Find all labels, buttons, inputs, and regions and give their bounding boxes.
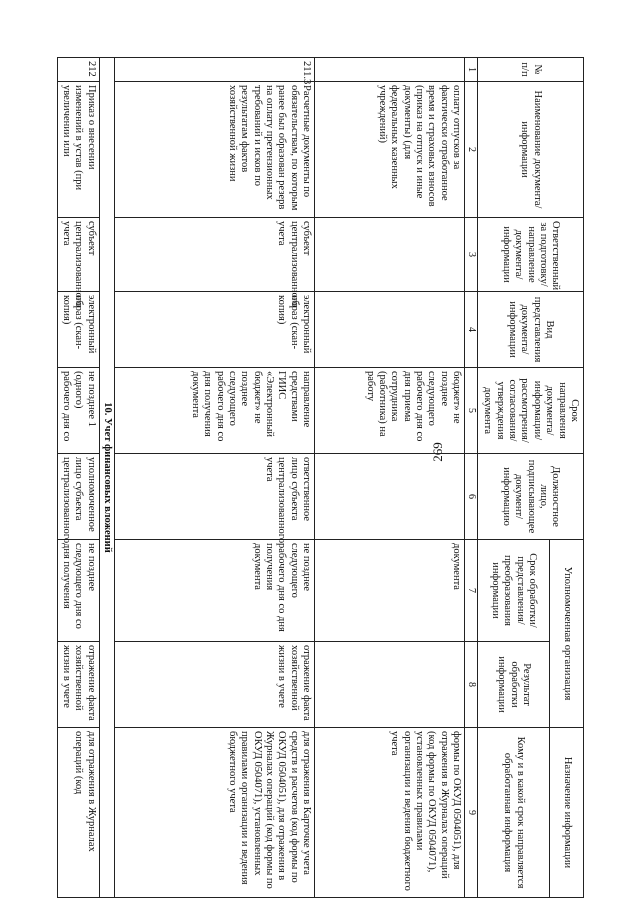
recipient: для отражения в Журналах операций (код (57, 728, 99, 898)
recipient: для отражения в Карточке учета средств и расчетов (код формы по ОКУД 0504051), для отражения в Журналах операций (код формы по ОКУД 0504071), установленных правилами организации и ведения бюджетного учета (115, 728, 315, 898)
responsible: субъект централизованного учета (57, 218, 99, 292)
header-row-top (550, 58, 584, 898)
signer: ответственное лицо субъекта централизованного учета (115, 454, 315, 540)
col-number: 9 (465, 728, 478, 898)
signer (315, 454, 465, 540)
doc-name: Приказ о внесении изменений в устав (при увеличении или (57, 82, 99, 218)
processing-term: документа (315, 540, 465, 642)
row-num: 212 (57, 58, 99, 82)
responsible: субъект централизованного учета (115, 218, 315, 292)
header-signer: Должностное лицо, подписывающее документ/ информацию (478, 454, 584, 540)
section-row (99, 58, 114, 898)
col-number: 1 (465, 58, 478, 82)
deadline: не позднее 1 (одного) рабочего дня со (57, 368, 99, 454)
recipient: формы по ОКУД 0504051), для отражения в Журналах операций (код формы по ОКУД 0504071), установленных правилами организации и ведения бюджетного учета (315, 728, 465, 898)
section-title: 10. Учет финансовых вложений (99, 58, 114, 898)
table-row (57, 58, 99, 898)
col-number: 3 (465, 218, 478, 292)
page-number: 269 (429, 442, 445, 462)
document-table (57, 57, 584, 898)
result: отражение факта хозяйственной жизни в учете (57, 642, 99, 728)
signer: уполномоченное лицо субъекта централизованного (57, 454, 99, 540)
row-num: 211.3 (115, 58, 315, 82)
row-num (315, 58, 465, 82)
header-num: № п/п (478, 58, 584, 82)
header-processing-term: Срок обработки/ представления/ преобразования информации (478, 540, 550, 642)
header-recipient: Кому и в какой срок направляется обработанная информация (478, 728, 550, 898)
header-form: Вид представления документа/ информации (478, 292, 584, 368)
processing-term: не позднее следующего дня со дня получения (57, 540, 99, 642)
col-number: 7 (465, 540, 478, 642)
column-number-row (465, 58, 478, 898)
header-responsible: Ответственный за подготовку/ направление документа/ информации (478, 218, 584, 292)
col-number: 4 (465, 292, 478, 368)
col-number: 6 (465, 454, 478, 540)
rotated-table-sheet (40, 57, 584, 897)
col-number: 8 (465, 642, 478, 728)
deadline: бюджет» не позднее следующего рабочего дня со дня приема сотрудника (работника) на работу (315, 368, 465, 454)
header-result: Результат обработки информации (478, 642, 550, 728)
deadline: направление средствами ГИИС «Электронный бюджет» не позднее следующего рабочего дня со дня получения документа (115, 368, 315, 454)
doc-name: Расчетные документы по обязательствам, по которым ранее был образован резерв на оплату претензионных требований и исков по результатам фактов хозяйственной жизни (115, 82, 315, 218)
header-deadline: Срок направления документа/ информации/ рассмотрения/ согласования/ утверждения документа (478, 368, 584, 454)
doc-name: оплату отпусков за фактически отработанное время и страховых взносов (приказ на отпуск и иные документы) (для федеральных казенных учреждений) (315, 82, 465, 218)
form: электронный образ (скан-копия) (115, 292, 315, 368)
header-authorized-org: Уполномоченная организация (550, 540, 584, 728)
form: электронный образ (скан-копия) (57, 292, 99, 368)
responsible (315, 218, 465, 292)
result (315, 642, 465, 728)
result: отражение факта хозяйственной жизни в учете (115, 642, 315, 728)
processing-term: не позднее следующего рабочего дня со дня получения документа (115, 540, 315, 642)
header-purpose: Назначение информации (550, 728, 584, 898)
col-number: 2 (465, 82, 478, 218)
form (315, 292, 465, 368)
col-number: 5 (465, 368, 478, 454)
header-doc-name: Наименование документа/ информации (478, 82, 584, 218)
table-row (315, 58, 465, 898)
table-row (115, 58, 315, 898)
